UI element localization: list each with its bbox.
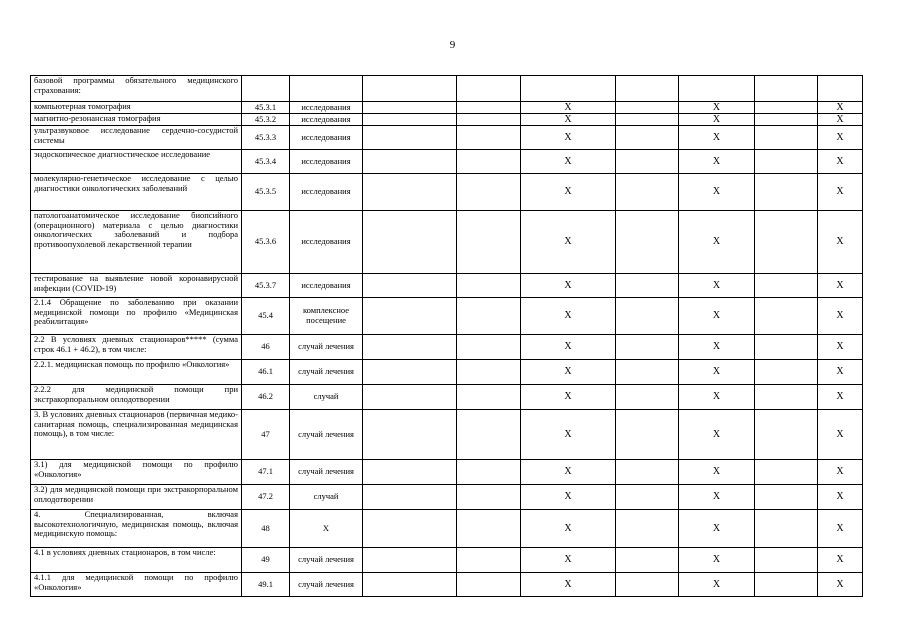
- empty-cell: [457, 174, 521, 211]
- table-row: [31, 460, 863, 485]
- row-unit-cell: случай лечения: [290, 460, 363, 485]
- empty-cell: [755, 76, 818, 102]
- empty-cell: [363, 174, 457, 211]
- row-unit-cell: случай лечения: [290, 573, 363, 597]
- row-code-cell: 48: [242, 510, 290, 548]
- row-name-cell: 4.1.1 для медицинской помощи по профилю «Онкология»: [31, 573, 242, 597]
- row-unit-cell: исследования: [290, 150, 363, 174]
- empty-cell: [755, 385, 818, 410]
- empty-cell: [755, 485, 818, 510]
- empty-cell: [755, 298, 818, 335]
- x-mark-cell: X: [521, 114, 616, 126]
- empty-cell: [363, 114, 457, 126]
- empty-cell: [755, 360, 818, 385]
- x-mark-cell: X: [818, 211, 863, 274]
- empty-cell: [755, 114, 818, 126]
- row-code-cell: 46.2: [242, 385, 290, 410]
- table-row: [31, 126, 863, 150]
- row-code-cell: 46: [242, 335, 290, 360]
- empty-cell: [457, 485, 521, 510]
- row-name-cell: тестирование на выявление новой коронавирусной инфекции (COVID-19): [31, 274, 242, 298]
- row-name-cell: 3.1) для медицинской помощи по профилю «Онкология»: [31, 460, 242, 485]
- table-row: [31, 573, 863, 597]
- empty-cell: [616, 298, 679, 335]
- empty-cell: [616, 460, 679, 485]
- x-mark-cell: X: [818, 510, 863, 548]
- empty-cell: [755, 510, 818, 548]
- empty-cell: [616, 485, 679, 510]
- row-unit-cell: исследования: [290, 126, 363, 150]
- x-mark-cell: X: [818, 410, 863, 460]
- x-mark-cell: X: [521, 548, 616, 573]
- x-mark-cell: X: [818, 573, 863, 597]
- row-code-cell: 46.1: [242, 360, 290, 385]
- x-mark-cell: X: [818, 548, 863, 573]
- x-mark-cell: X: [521, 573, 616, 597]
- table-row: [31, 335, 863, 360]
- empty-cell: [755, 573, 818, 597]
- empty-cell: [616, 126, 679, 150]
- empty-cell: [457, 360, 521, 385]
- row-name-cell: 2.2 В условиях дневных стационаров***** (сумма строк 46.1 + 46.2), в том числе:: [31, 335, 242, 360]
- row-unit-cell: комплексное посещение: [290, 298, 363, 335]
- row-name-cell: магнитно-резонансная томография: [31, 114, 242, 126]
- row-code-cell: 45.3.4: [242, 150, 290, 174]
- table-row: [31, 410, 863, 460]
- data-table: [30, 75, 863, 597]
- row-name-cell: патологоанатомическое исследование биопсийного (операционного) материала с целью диагностики онкологических заболеваний и подбора противоопухолевой лекарственной терапии: [31, 211, 242, 274]
- x-mark-cell: X: [679, 150, 755, 174]
- row-name-cell: 3.2) для медицинской помощи при экстракорпоральном оплодотворении: [31, 485, 242, 510]
- row-name-cell: 2.2.2 для медицинской помощи при экстракорпоральном оплодотворении: [31, 385, 242, 410]
- x-mark-cell: [679, 76, 755, 102]
- row-unit-cell: случай лечения: [290, 335, 363, 360]
- row-name-cell: 2.2.1. медицинская помощь по профилю «Онкология»: [31, 360, 242, 385]
- row-unit-cell: исследования: [290, 114, 363, 126]
- empty-cell: [363, 573, 457, 597]
- row-code-cell: 45.3.1: [242, 102, 290, 114]
- empty-cell: [616, 548, 679, 573]
- x-mark-cell: X: [521, 335, 616, 360]
- empty-cell: [457, 274, 521, 298]
- x-mark-cell: X: [679, 298, 755, 335]
- table-row: [31, 485, 863, 510]
- empty-cell: [457, 126, 521, 150]
- x-mark-cell: X: [521, 126, 616, 150]
- row-code-cell: 47.1: [242, 460, 290, 485]
- empty-cell: [755, 410, 818, 460]
- empty-cell: [457, 573, 521, 597]
- x-mark-cell: X: [818, 485, 863, 510]
- x-mark-cell: X: [679, 211, 755, 274]
- x-mark-cell: X: [818, 360, 863, 385]
- row-code-cell: 49.1: [242, 573, 290, 597]
- x-mark-cell: X: [818, 460, 863, 485]
- empty-cell: [363, 211, 457, 274]
- row-name-cell: 2.1.4 Обращение по заболеванию при оказании медицинской помощи по профилю «Медицинская реабилитация»: [31, 298, 242, 335]
- empty-cell: [363, 274, 457, 298]
- empty-cell: [363, 510, 457, 548]
- row-unit-cell: случай лечения: [290, 410, 363, 460]
- x-mark-cell: X: [521, 298, 616, 335]
- row-unit-cell: исследования: [290, 174, 363, 211]
- x-mark-cell: X: [521, 174, 616, 211]
- empty-cell: [457, 298, 521, 335]
- x-mark-cell: X: [679, 548, 755, 573]
- x-mark-cell: X: [521, 410, 616, 460]
- row-unit-cell: случай лечения: [290, 360, 363, 385]
- empty-cell: [755, 126, 818, 150]
- empty-cell: [616, 410, 679, 460]
- row-code-cell: 47: [242, 410, 290, 460]
- empty-cell: [457, 150, 521, 174]
- row-name-cell: базовой программы обязательного медицинского страхования:: [31, 76, 242, 102]
- x-mark-cell: X: [521, 102, 616, 114]
- x-mark-cell: X: [818, 102, 863, 114]
- row-name-cell: ультразвуковое исследование сердечно-сосудистой системы: [31, 126, 242, 150]
- empty-cell: [755, 460, 818, 485]
- x-mark-cell: X: [679, 410, 755, 460]
- table-row: [31, 114, 863, 126]
- row-unit-cell: исследования: [290, 274, 363, 298]
- x-mark-cell: X: [679, 510, 755, 548]
- empty-cell: [457, 102, 521, 114]
- x-mark-cell: X: [818, 150, 863, 174]
- empty-cell: [616, 385, 679, 410]
- empty-cell: [755, 150, 818, 174]
- empty-cell: [363, 485, 457, 510]
- x-mark-cell: X: [521, 385, 616, 410]
- x-mark-cell: X: [679, 460, 755, 485]
- row-name-cell: 4. Специализированная, включая высокотехнологичную, медицинская помощь, включая медицинскую помощь:: [31, 510, 242, 548]
- x-mark-cell: X: [818, 298, 863, 335]
- row-unit-cell: случай: [290, 485, 363, 510]
- x-mark-cell: X: [521, 211, 616, 274]
- table-row: [31, 298, 863, 335]
- row-code-cell: 45.3.2: [242, 114, 290, 126]
- empty-cell: [457, 335, 521, 360]
- empty-cell: [363, 150, 457, 174]
- empty-cell: [363, 126, 457, 150]
- row-name-cell: молекулярно-генетическое исследование с целью диагностики онкологических заболеваний: [31, 174, 242, 211]
- x-mark-cell: X: [679, 126, 755, 150]
- row-unit-cell: исследования: [290, 211, 363, 274]
- table-row: [31, 360, 863, 385]
- row-code-cell: 45.4: [242, 298, 290, 335]
- row-code-cell: 45.3.3: [242, 126, 290, 150]
- empty-cell: [363, 360, 457, 385]
- empty-cell: [755, 211, 818, 274]
- table-row: [31, 548, 863, 573]
- x-mark-cell: X: [679, 174, 755, 211]
- empty-cell: [363, 76, 457, 102]
- table-row: [31, 274, 863, 298]
- row-code-cell: 49: [242, 548, 290, 573]
- empty-cell: [457, 510, 521, 548]
- x-mark-cell: X: [679, 102, 755, 114]
- row-name-cell: эндоскопическое диагностическое исследование: [31, 150, 242, 174]
- row-code-cell: [242, 76, 290, 102]
- empty-cell: [363, 298, 457, 335]
- row-code-cell: 45.3.7: [242, 274, 290, 298]
- row-code-cell: 47.2: [242, 485, 290, 510]
- empty-cell: [755, 548, 818, 573]
- row-unit-cell: [290, 76, 363, 102]
- row-name-cell: компьютерная томография: [31, 102, 242, 114]
- x-mark-cell: X: [521, 360, 616, 385]
- table-row: [31, 150, 863, 174]
- row-unit-cell: случай лечения: [290, 548, 363, 573]
- empty-cell: [457, 114, 521, 126]
- empty-cell: [616, 274, 679, 298]
- empty-cell: [755, 335, 818, 360]
- x-mark-cell: X: [679, 573, 755, 597]
- table-row: [31, 510, 863, 548]
- x-mark-cell: X: [818, 274, 863, 298]
- empty-cell: [457, 460, 521, 485]
- row-code-cell: 45.3.6: [242, 211, 290, 274]
- x-mark-cell: X: [679, 385, 755, 410]
- x-mark-cell: X: [818, 335, 863, 360]
- empty-cell: [363, 102, 457, 114]
- empty-cell: [616, 360, 679, 385]
- empty-cell: [755, 274, 818, 298]
- empty-cell: [616, 573, 679, 597]
- row-unit-cell: случай: [290, 385, 363, 410]
- x-mark-cell: X: [521, 460, 616, 485]
- x-mark-cell: X: [679, 274, 755, 298]
- empty-cell: [616, 510, 679, 548]
- empty-cell: [616, 76, 679, 102]
- empty-cell: [616, 150, 679, 174]
- empty-cell: [363, 548, 457, 573]
- empty-cell: [616, 335, 679, 360]
- empty-cell: [363, 335, 457, 360]
- table-row: [31, 211, 863, 274]
- empty-cell: [363, 410, 457, 460]
- empty-cell: [457, 385, 521, 410]
- empty-cell: [363, 460, 457, 485]
- table-row: [31, 76, 863, 102]
- x-mark-cell: [818, 76, 863, 102]
- x-mark-cell: X: [521, 510, 616, 548]
- x-mark-cell: X: [521, 150, 616, 174]
- table-row: [31, 385, 863, 410]
- x-mark-cell: X: [818, 385, 863, 410]
- row-unit-cell: X: [290, 510, 363, 548]
- row-code-cell: 45.3.5: [242, 174, 290, 211]
- x-mark-cell: X: [521, 274, 616, 298]
- empty-cell: [616, 174, 679, 211]
- x-mark-cell: X: [679, 114, 755, 126]
- empty-cell: [457, 211, 521, 274]
- table-row: [31, 174, 863, 211]
- table-row: [31, 102, 863, 114]
- x-mark-cell: [521, 76, 616, 102]
- empty-cell: [457, 410, 521, 460]
- empty-cell: [457, 548, 521, 573]
- empty-cell: [616, 211, 679, 274]
- row-unit-cell: исследования: [290, 102, 363, 114]
- empty-cell: [457, 76, 521, 102]
- empty-cell: [363, 385, 457, 410]
- x-mark-cell: X: [679, 360, 755, 385]
- x-mark-cell: X: [679, 485, 755, 510]
- empty-cell: [616, 102, 679, 114]
- empty-cell: [755, 174, 818, 211]
- empty-cell: [616, 114, 679, 126]
- row-name-cell: 4.1 в условиях дневных стационаров, в том числе:: [31, 548, 242, 573]
- empty-cell: [755, 102, 818, 114]
- x-mark-cell: X: [818, 174, 863, 211]
- x-mark-cell: X: [818, 114, 863, 126]
- row-name-cell: 3. В условиях дневных стационаров (первичная медико-санитарная помощь, специализированная медицинская помощь), в том числе:: [31, 410, 242, 460]
- page-number: 9: [449, 39, 456, 51]
- x-mark-cell: X: [818, 126, 863, 150]
- x-mark-cell: X: [521, 485, 616, 510]
- x-mark-cell: X: [679, 335, 755, 360]
